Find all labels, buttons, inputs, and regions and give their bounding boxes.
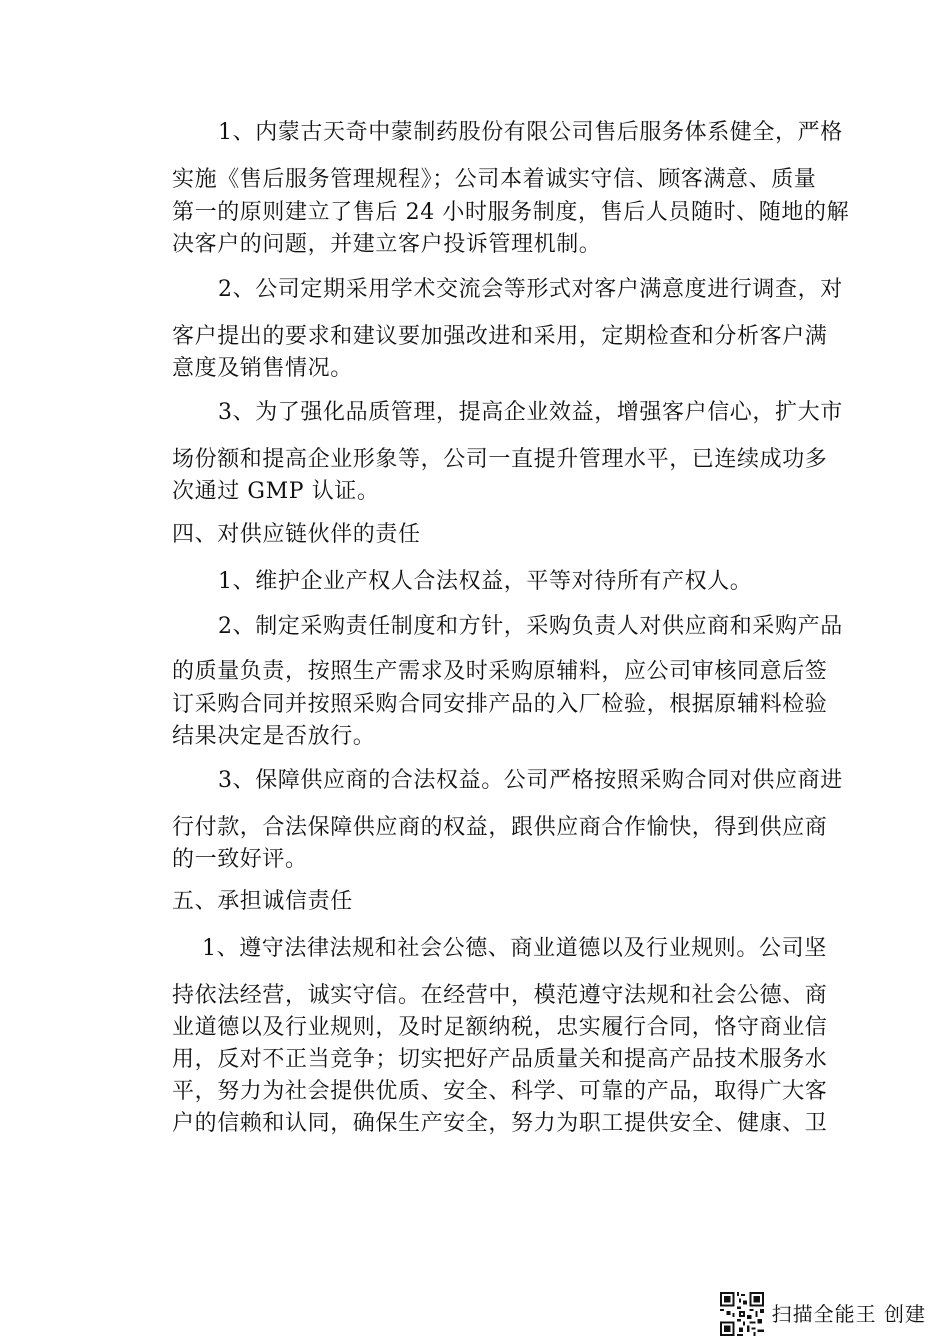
- paragraph-line: 订采购合同并按照采购合同安排产品的入厂检验，根据原辅料检验: [172, 692, 828, 717]
- paragraph-line: 户的信赖和认同，确保生产安全，努力为职工提供安全、健康、卫: [172, 1111, 828, 1136]
- paragraph-line: 实施《售后服务管理规程》；公司本着诚实守信、顾客满意、质量: [172, 167, 817, 192]
- paragraph-line: 1、遵守法律法规和社会公德、商业道德以及行业规则。公司坚: [202, 936, 827, 961]
- paragraph-line: 决客户的问题，并建立客户投诉管理机制。: [172, 232, 602, 257]
- watermark-text: 扫描全能王 创建: [771, 1302, 926, 1326]
- qr-code-icon: [720, 1292, 764, 1336]
- paragraph-line: 客户提出的要求和建议要加强改进和采用，定期检查和分析客户满: [172, 324, 828, 349]
- paragraph-line: 3、为了强化品质管理，提高企业效益，增强客户信心，扩大市: [218, 400, 843, 425]
- scanner-watermark: [720, 1292, 926, 1336]
- paragraph-line: 次通过 GMP 认证。: [172, 479, 380, 504]
- paragraph-line: 2、公司定期采用学术交流会等形式对客户满意度进行调查，对: [218, 277, 843, 302]
- paragraph-line: 用，反对不正当竞争；切实把好产品质量关和提高产品技术服务水: [172, 1047, 828, 1072]
- section-heading: 五、承担诚信责任: [172, 889, 353, 914]
- section-heading: 四、对供应链伙伴的责任: [172, 522, 421, 547]
- paragraph-line: 持依法经营，诚实守信。在经营中，模范遵守法规和社会公德、商: [172, 983, 828, 1008]
- paragraph-line: 3、保障供应商的合法权益。公司严格按照采购合同对供应商进: [218, 768, 843, 793]
- paragraph-line: 第一的原则建立了售后 24 小时服务制度，售后人员随时、随地的解: [172, 200, 850, 225]
- paragraph-line: 意度及销售情况。: [172, 356, 353, 381]
- paragraph-line: 的一致好评。: [172, 847, 308, 872]
- paragraph-line: 业道德以及行业规则，及时足额纳税，忠实履行合同，恪守商业信: [172, 1015, 828, 1040]
- paragraph-line: 2、制定采购责任制度和方针，采购负责人对供应商和采购产品: [218, 614, 843, 639]
- paragraph-line: 的质量负责，按照生产需求及时采购原辅料，应公司审核同意后签: [172, 659, 828, 684]
- paragraph-line: 平，努力为社会提供优质、安全、科学、可靠的产品，取得广大客: [172, 1079, 828, 1104]
- paragraph-line: 1、内蒙古天奇中蒙制药股份有限公司售后服务体系健全，严格: [218, 120, 843, 145]
- paragraph-line: 场份额和提高企业形象等，公司一直提升管理水平，已连续成功多: [172, 447, 828, 472]
- paragraph-line: 结果决定是否放行。: [172, 724, 376, 749]
- paragraph-line: 1、维护企业产权人合法权益，平等对待所有产权人。: [218, 569, 753, 594]
- paragraph-line: 行付款，合法保障供应商的权益，跟供应商合作愉快，得到供应商: [172, 815, 828, 840]
